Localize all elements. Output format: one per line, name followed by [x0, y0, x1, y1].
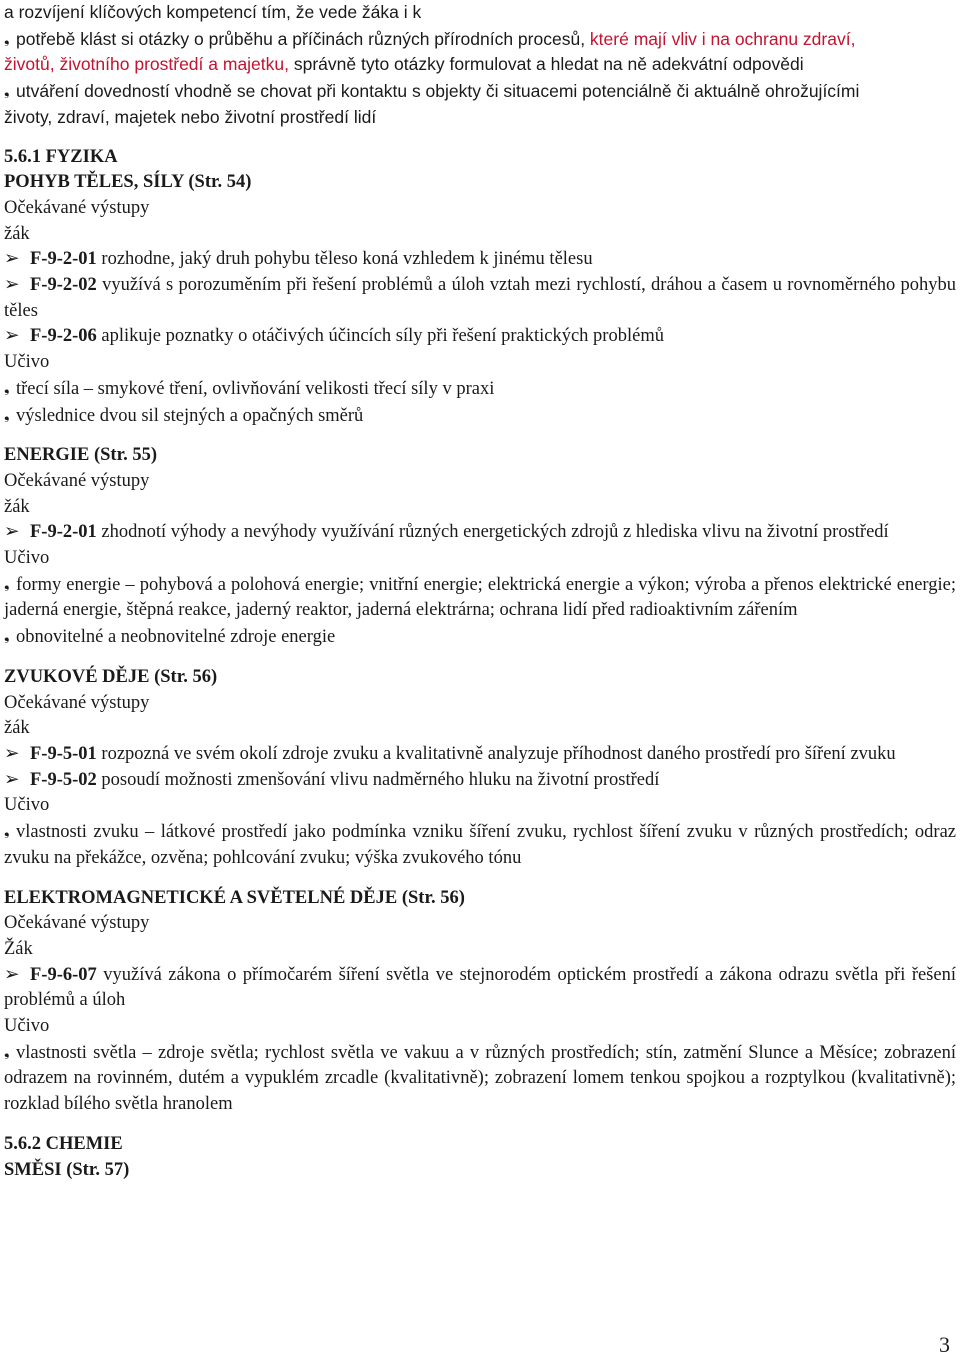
content-item: ❟ třecí síla – smykové tření, ovlivňování velikosti třecí síly v praxi [4, 376, 956, 403]
bullet-icon: ❟ [4, 1044, 10, 1060]
pupil-label: žák [4, 718, 30, 739]
outcome-item: ➢ F-9-2-06 aplikuje poznatky o otáčivých účincích síly při řešení praktických problémů [4, 324, 956, 350]
subsection-title: POHYB TĚLES, SÍLY (Str. 54) [4, 172, 252, 193]
bullet-icon: ❟ [4, 824, 10, 840]
intro-line: a rozvíjení klíčových kompetencí tím, že vede žáka i k [4, 2, 422, 22]
outcome-code: F-9-5-01 [30, 743, 97, 764]
outcome-item: ➢ F-9-2-01 zhodnotí výhody a nevýhody využívání různých energetických zdrojů z hlediska vlivu na životní prostředí [4, 520, 956, 546]
arrow-icon: ➢ [4, 275, 20, 296]
subsection-title: ELEKTROMAGNETICKÉ A SVĚTELNÉ DĚJE (Str. 56) [4, 887, 465, 908]
outcome-code: F-9-2-06 [30, 326, 97, 347]
outcome-code: F-9-2-01 [30, 249, 97, 270]
outcome-item: ➢ F-9-6-07 využívá zákona o přímočarém šíření světla ve stejnorodém optickém prostředí a zákona odrazu světla při řešení problémů a úloh [4, 964, 956, 1011]
content-label: Učivo [4, 548, 50, 569]
bullet-icon: ❟ [4, 407, 10, 423]
subsection-title: ENERGIE (Str. 55) [4, 445, 157, 466]
highlighted-text: životů, životního prostředí a majetku, [4, 54, 289, 75]
outcome-item: ➢ F-9-5-01 rozpozná ve svém okolí zdroje zvuku a kvalitativně analyzuje příhodnost daného prostředí pro šíření zvuku [4, 742, 956, 768]
outcome-code: F-9-6-07 [30, 964, 97, 985]
document-page [4, 0, 956, 1183]
section-heading-physics: 5.6.1 FYZIKA [4, 146, 118, 167]
outcome-item: ➢ F-9-5-02 posoudí možnosti zmenšování vlivu nadměrného hluku na životní prostředí [4, 768, 956, 794]
intro-bullet-2: ❟ utváření dovedností vhodně se chovat při kontaktu s objekty či situacemi potenciálně či aktuálně ohrožujícími [4, 78, 956, 105]
bullet-icon: ❟ [4, 29, 10, 46]
arrow-icon: ➢ [4, 249, 20, 270]
bullet-icon: ❟ [4, 82, 10, 99]
outcome-code: F-9-5-02 [30, 769, 97, 790]
outcomes-label: Očekávané výstupy [4, 692, 150, 713]
arrow-icon: ➢ [4, 769, 20, 790]
pupil-label: žák [4, 496, 30, 517]
intro-bullet-1-cont: životů, životního prostředí a majetku, správně tyto otázky formulovat a hledat na ně adekvátní odpovědi [4, 54, 804, 75]
outcomes-label: Očekávané výstupy [4, 197, 150, 218]
outcome-item: ➢ F-9-2-01 rozhodne, jaký druh pohybu těleso koná vzhledem k jinému tělesu [4, 247, 956, 273]
page-number: 3 [939, 1332, 950, 1357]
outcome-code: F-9-2-02 [30, 275, 97, 296]
intro-bullet-1: ❟ potřebě klást si otázky o průběhu a příčinách různých přírodních procesů, které mají vliv i na ochranu zdraví, [4, 26, 956, 53]
content-item: ❟ vlastnosti světla – zdroje světla; rychlost světla ve vakuu a v různých prostředích; stín, zatmění Slunce a Měsíce; zobrazení odrazem na rovinném, dutém a vypuklém zrcadle (kvalitativně); zobrazení lomem tenkou spojkou a rozptylkou (kvalitativně); rozklad bílého světla hranolem [4, 1040, 956, 1118]
bullet-icon: ❟ [4, 380, 10, 396]
arrow-icon: ➢ [4, 326, 20, 347]
outcome-item: ➢ F-9-2-02 využívá s porozuměním při řešení problémů a úloh vztah mezi rychlostí, dráhou a časem u rovnoměrného pohybu těles [4, 275, 956, 321]
pupil-label: žák [4, 223, 30, 244]
content-item: ❟ vlastnosti zvuku – látkové prostředí jako podmínka vzniku šíření zvuku, rychlost šíření zvuku v různých prostředích; odraz zvuku na překážce, ozvěna; pohlcování zvuku; výška zvukového tónu [4, 819, 956, 871]
content-label: Učivo [4, 1016, 50, 1037]
highlighted-text: které mají vliv i na ochranu zdraví, [589, 28, 856, 49]
intro-bullet-2-cont: životy, zdraví, majetek nebo životní prostředí lidí [4, 106, 377, 127]
bullet-icon: ❟ [4, 576, 10, 592]
arrow-icon: ➢ [4, 522, 20, 543]
outcomes-label: Očekávané výstupy [4, 470, 150, 491]
section-heading-chemistry: 5.6.2 CHEMIE [4, 1133, 123, 1154]
content-label: Učivo [4, 795, 50, 816]
content-item: ❟ formy energie – pohybová a polohová energie; vnitřní energie; elektrická energie a výkon; výroba a přenos elektrické energie; jaderná energie, štěpná reakce, jaderný reaktor, jaderná elektrárna; ochrana lidí před radioaktivním zářením [4, 572, 956, 624]
arrow-icon: ➢ [4, 743, 20, 764]
outcomes-label: Očekávané výstupy [4, 913, 150, 934]
subsection-title: ZVUKOVÉ DĚJE (Str. 56) [4, 666, 218, 687]
content-label: Učivo [4, 352, 50, 373]
bullet-icon: ❟ [4, 629, 10, 645]
arrow-icon: ➢ [4, 964, 20, 985]
outcome-code: F-9-2-01 [30, 522, 97, 543]
pupil-label: Žák [4, 938, 33, 959]
content-item: ❟ výslednice dvou sil stejných a opačných směrů [4, 403, 956, 430]
subsection-title: SMĚSI (Str. 57) [4, 1159, 130, 1180]
content-item: ❟ obnovitelné a neobnovitelné zdroje energie [4, 624, 956, 651]
